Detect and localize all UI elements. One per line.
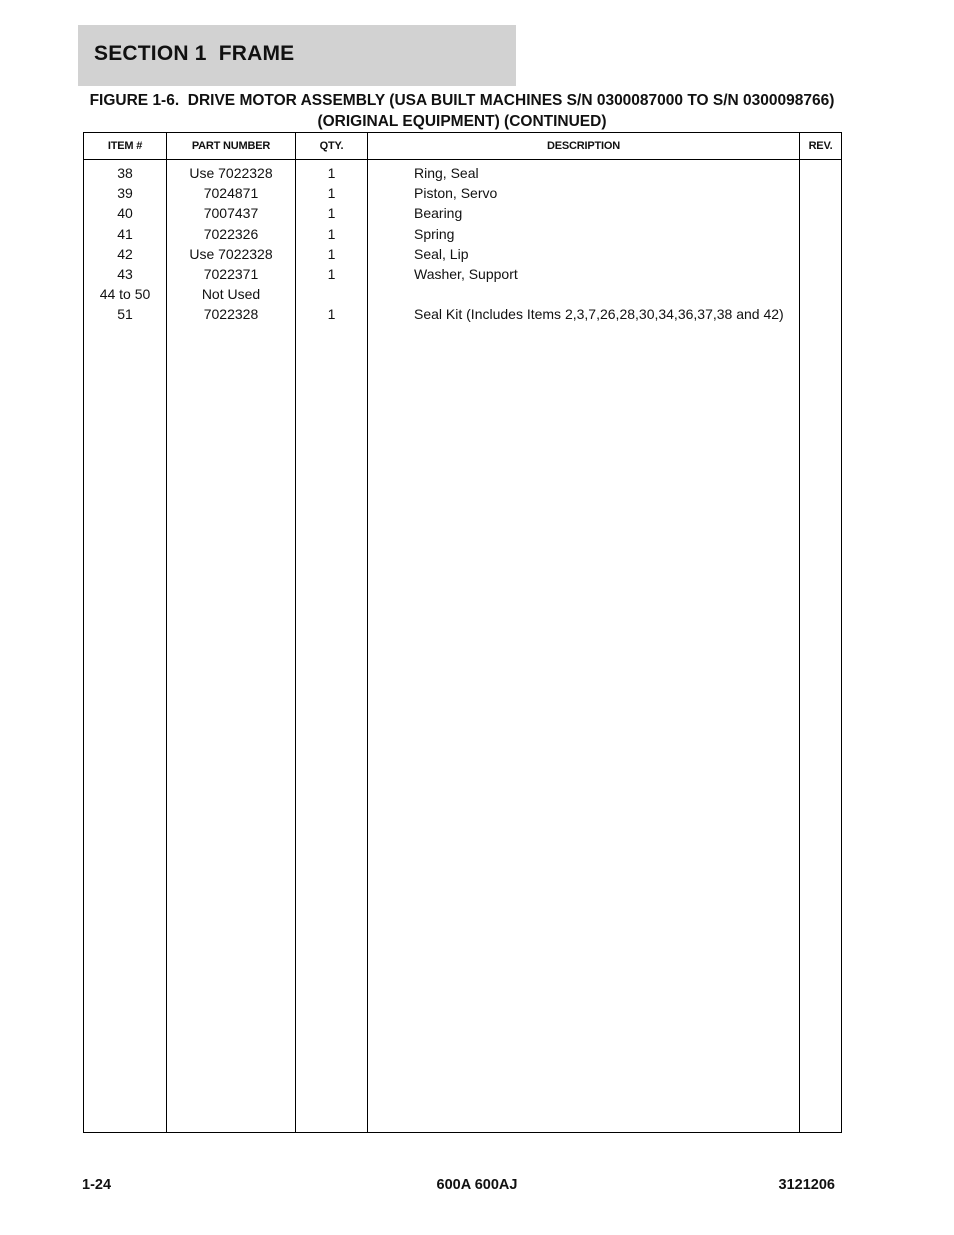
rev-cell (800, 304, 842, 324)
qty-cell: 1 (296, 160, 368, 184)
rev-cell (800, 244, 842, 264)
qty-cell: 1 (296, 304, 368, 324)
filler-cell (296, 325, 368, 1133)
item-number-cell: 39 (84, 183, 167, 203)
filler-cell (800, 325, 842, 1133)
table-row (84, 224, 842, 244)
item-number-cell: 51 (84, 304, 167, 324)
page-number: 1-24 (82, 1177, 112, 1193)
parts-table (83, 132, 842, 1133)
filler-cell (84, 325, 167, 1133)
section-title: SECTION 1 FRAME (94, 42, 295, 65)
part-number-cell: 7022326 (167, 224, 296, 244)
table-filler-row (84, 325, 842, 1133)
table-row (84, 160, 842, 184)
column-header-item: ITEM # (84, 133, 167, 160)
rev-cell (800, 160, 842, 184)
table-row (84, 304, 842, 324)
description-cell: Washer, Support (368, 264, 800, 284)
qty-cell: 1 (296, 224, 368, 244)
rev-cell (800, 203, 842, 223)
table-row (84, 284, 842, 304)
description-cell: Ring, Seal (368, 160, 800, 184)
qty-cell (296, 284, 368, 304)
item-number-cell: 41 (84, 224, 167, 244)
qty-cell: 1 (296, 244, 368, 264)
model-name: 600A 600AJ (436, 1177, 518, 1193)
description-cell: Seal Kit (Includes Items 2,3,7,26,28,30,34,36,37,38 and 42) (368, 304, 800, 324)
part-number-cell: Use 7022328 (167, 244, 296, 264)
part-number-cell: Use 7022328 (167, 160, 296, 184)
document-number: 3121206 (778, 1177, 835, 1193)
part-number-cell: 7022328 (167, 304, 296, 324)
item-number-cell: 42 (84, 244, 167, 264)
rev-cell (800, 224, 842, 244)
item-number-cell: 38 (84, 160, 167, 184)
description-cell: Bearing (368, 203, 800, 223)
table-row (84, 244, 842, 264)
qty-cell: 1 (296, 264, 368, 284)
item-number-cell: 44 to 50 (84, 284, 167, 304)
column-header-part-number: PART NUMBER (167, 133, 296, 160)
rev-cell (800, 284, 842, 304)
description-cell: Piston, Servo (368, 183, 800, 203)
table-row (84, 203, 842, 223)
rev-cell (800, 264, 842, 284)
description-cell (368, 284, 800, 304)
figure-title: FIGURE 1-6. DRIVE MOTOR ASSEMBLY (USA BUILT MACHINES S/N 0300087000 TO S/N 0300098766) (ORIGINAL EQUIPMENT) (CONTINUED) (89, 92, 839, 130)
table-row (84, 183, 842, 203)
filler-cell (368, 325, 800, 1133)
part-number-cell: 7022371 (167, 264, 296, 284)
column-header-qty: QTY. (296, 133, 368, 160)
part-number-cell: Not Used (167, 284, 296, 304)
part-number-cell: 7007437 (167, 203, 296, 223)
column-header-description: DESCRIPTION (368, 133, 800, 160)
column-header-rev: REV. (800, 133, 842, 160)
description-cell: Spring (368, 224, 800, 244)
filler-cell (167, 325, 296, 1133)
rev-cell (800, 183, 842, 203)
qty-cell: 1 (296, 203, 368, 223)
part-number-cell: 7024871 (167, 183, 296, 203)
qty-cell: 1 (296, 183, 368, 203)
item-number-cell: 40 (84, 203, 167, 223)
item-number-cell: 43 (84, 264, 167, 284)
table-row (84, 264, 842, 284)
description-cell: Seal, Lip (368, 244, 800, 264)
table-header-row (84, 133, 842, 160)
